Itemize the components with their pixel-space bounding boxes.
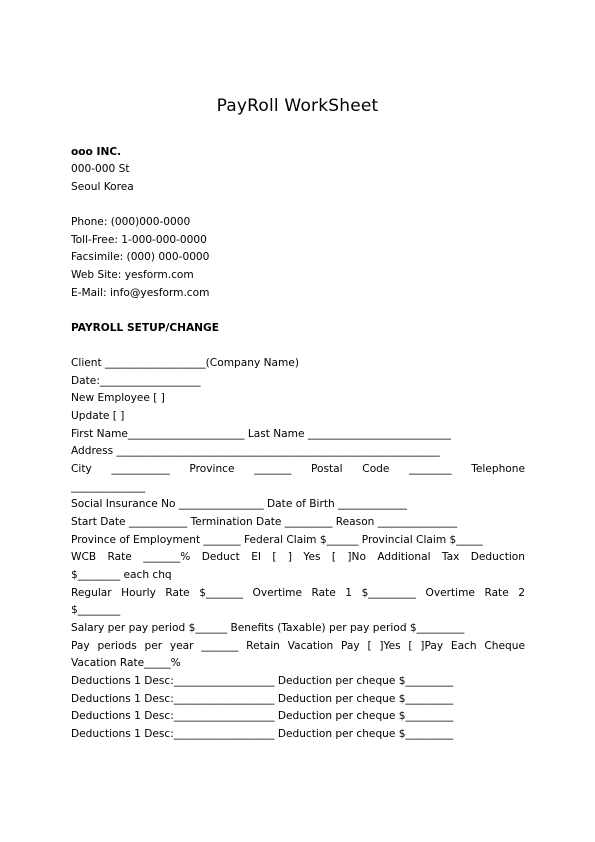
form-line-city: City ___________ Province _______ Postal Code ________ Telephone — [71, 463, 525, 475]
contact-facsimile: Facsimile: (000) 000-0000 — [71, 251, 210, 263]
form-line-province: Province of Employment _______ Federal Claim $______ Provincial Claim $_____ — [71, 534, 483, 546]
form-line-overtime-blank: $________ — [71, 604, 121, 616]
section-heading: PAYROLL SETUP/CHANGE — [71, 322, 219, 334]
document-title: PayRoll WorkSheet — [216, 96, 379, 116]
contact-tollfree: Toll-Free: 1-000-000-0000 — [71, 234, 207, 246]
form-line-update: Update [ ] — [71, 410, 125, 422]
form-line-deduction-3: Deductions 1 Desc:___________________ Deduction per cheque $_________ — [71, 710, 454, 722]
form-line-name: First Name______________________ Last Name ___________________________ — [71, 428, 451, 440]
form-line-address: Address _____________________________________________________________ — [71, 445, 440, 457]
form-line-wcb: WCB Rate _______% Deduct EI [ ] Yes [ ]No Additional Tax Deduction — [71, 551, 525, 563]
contact-website: Web Site: yesform.com — [71, 269, 194, 281]
form-line-vacation-rate: Vacation Rate_____% — [71, 657, 181, 669]
company-city: Seoul Korea — [71, 181, 134, 193]
form-line-salary: Salary per pay period $______ Benefits (Taxable) per pay period $_________ — [71, 622, 465, 634]
company-name: ooo INC. — [71, 146, 122, 158]
form-line-deduction-4: Deductions 1 Desc:___________________ Deduction per cheque $_________ — [71, 728, 454, 740]
contact-phone: Phone: (000)000-0000 — [71, 216, 191, 228]
contact-email: E-Mail: info@yesform.com — [71, 287, 210, 299]
form-line-client: Client ___________________(Company Name) — [71, 357, 299, 369]
form-line-deduction-2: Deductions 1 Desc:___________________ Deduction per cheque $_________ — [71, 693, 454, 705]
form-line-telephone-blank: ______________ — [71, 481, 146, 493]
form-line-date: Date:___________________ — [71, 375, 201, 387]
form-line-hourly-rate: Regular Hourly Rate $_______ Overtime Rate 1 $_________ Overtime Rate 2 — [71, 587, 525, 599]
company-street: 000-000 St — [71, 163, 130, 175]
form-line-deduction-1: Deductions 1 Desc:___________________ Deduction per cheque $_________ — [71, 675, 454, 687]
form-line-pay-periods: Pay periods per year _______ Retain Vacation Pay [ ]Yes [ ]Pay Each Cheque — [71, 640, 525, 652]
form-line-sin: Social Insurance No ________________ Date of Birth _____________ — [71, 498, 407, 510]
form-line-each-chq: $________ each chq — [71, 569, 172, 581]
form-line-new-employee: New Employee [ ] — [71, 392, 165, 404]
form-line-start-date: Start Date ___________ Termination Date _________ Reason _______________ — [71, 516, 458, 528]
